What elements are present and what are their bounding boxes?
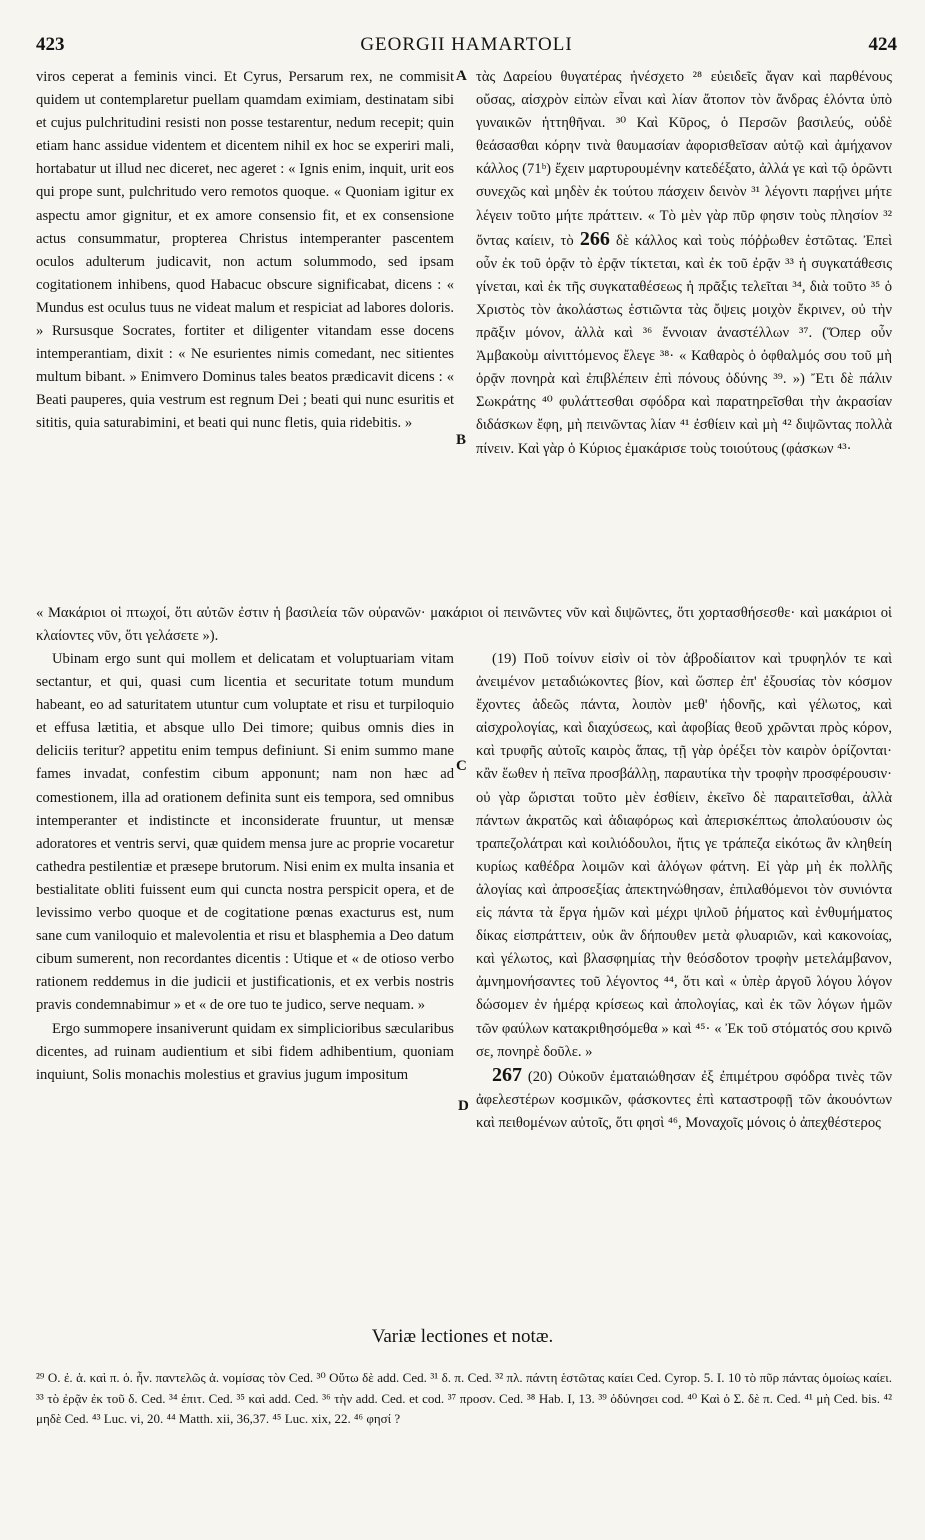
greek-paragraph: [476, 66, 892, 461]
marginal-number-267: 267: [492, 1063, 522, 1086]
running-title: GEORGII HAMARTOLI: [360, 34, 573, 55]
greek-column-top: [476, 66, 892, 461]
margin-marker-c: C: [456, 758, 467, 774]
page-number-left: 423: [36, 34, 65, 55]
notes-body: ²⁹ Ο. ἐ. ἀ. καὶ π. ὁ. ἦν. παντελῶς ἀ. νομίσας τὸν Ced. ³⁰ Οὕτω δὲ add. Ced. ³¹ δ. π. Ced. ³² πλ. πάντη ἑστῶτας καίει Ced. Cyrop. 5. I. 10 τὸ πῦρ πάντας ὁμοίως καίει. ³³ τὸ ἐρᾷν ἐκ τοῦ δ. Ced. ³⁴ ἐπιτ. Ced. ³⁵ καὶ add. Ced. ³⁶ τὴν add. Ced. et cod. ³⁷ προσν. Ced. ³⁸ Hab. I, 13. ³⁹ ὀδύνησει cod. ⁴⁰ Καὶ ὁ Σ. δὲ π. Ced. ⁴¹ μὴ Ced. bis. ⁴² μηδὲ Ced. ⁴³ Luc. vi, 20. ⁴⁴ Matth. xii, 36,37. ⁴⁵ Luc. xix, 22. ⁴⁶ φησί ?: [36, 1370, 892, 1426]
margin-marker-d: D: [458, 1098, 469, 1114]
margin-marker-a: A: [456, 68, 467, 84]
greek-text: δὲ κάλλος καὶ τοὺς πόῤῥωθεν ἑστῶτας. Ἐπεὶ οὖν ἐκ τοῦ ὁρᾷν τὸ ἐρᾷν τίκτεται, καὶ ἐκ τοῦ ἐρᾷν ³³ ἡ συγκατάθεσις γίνεται, καὶ ἐκ τῆς συγκαταθέσεως ἡ πρᾶξις τελεῖται ³⁴, διὰ τοῦτο ³⁵ ὁ Χριστὸς τὸν ἀκολάστως ἑστιῶντα τὰς ὄψεις μοιχὸν ἔκρινεν, οὐ τὴν πρᾶξιν μόνον, ἀλλὰ καὶ ³⁶ ἔννοιαν ἀναστέλλων ³⁷. (Ὅπερ οὖν Ἀμβακοὺμ αἰνιττόμενος ἔλεγε ³⁸· « Καθαρὸς ὁ ὀφθαλμός σου τοῦ μὴ ὁρᾷν πονηρὰ καὶ ἐπιβλέπειν ἐπὶ πόνους ὀδύνης ³⁹. ») Ἔτι δὲ πάλιν Σωκράτης ⁴⁰ φυλάττεσθαι σφόδρα καὶ παρατηρεῖσθαι τὴν ἀκρασίαν διδάσκων ἔφη, μὴ πεινῶντας λίαν ⁴¹ ἐσθίειν καὶ μὴ ⁴² διψῶντας πολλὰ πίνειν. Καὶ γὰρ ὁ Κύριος ἐμακάρισε τοὺς τοιούτους (φάσκων ⁴³·: [476, 232, 892, 457]
page-number-right: 424: [868, 34, 897, 55]
latin-paragraph: Ergo summopere insaniverunt quidam ex simplicioribus sæcularibus dicentes, ad ruinam audientium et sibi fidem adhibentium, quoniam inquiunt, Solis monachis molestius et gravius jugum impositum: [36, 1020, 454, 1083]
latin-column-bottom: [36, 648, 454, 1087]
margin-marker-b: B: [456, 432, 467, 448]
latin-paragraph: viros ceperat a feminis vinci. Et Cyrus, Persarum rex, ne commisit quidem ut contemplaretur puellam quamdam eximiam, destinatam sibi et cujus pulchritudini resisti non posse testarentur, nedum recepit; quin etiam hanc assidue videntem et dicentem nihil ex hoc se experiri mali, hortabatur ut illud nec diceret, nec ageret : « Ignis enim, inquit, urit eos qui prope sunt, pulchritudo vero remotos quoque. « Quoniam igitur ex aspectu amor gignitur, et ex amore consensio fit, et ex consensione actus consummatur, propterea Christus intemperanter pascentem oculos adulterum judicavit, non actum solummodo, sed ipsam cogitationem inhibens, quod Habacuc obscure significabat, dicens : « Mundus est oculus tuus ne videat malum et respiciat ad labores doloris. » Rursusque Socrates, fortiter et diligenter vitandam esse docens intemperantiam, dixit : « Ne esurientes nimis comedant, nec sitientes multum bibant. » Enimvero Dominus tales beatos prædicavit dicens : « Beati pauperes, quia vestrum est regnum Dei ; beati qui nunc esuritis et sititis, quia saturabimini, et beati qui nunc fletis, quia ridebitis. »: [36, 69, 454, 432]
greek-paragraph: (19) Ποῦ τοίνυν εἰσὶν οἱ τὸν ἁβροδίαιτον καὶ τρυφηλόν τε καὶ ἀνειμένον μεταδιώκοντες βίον, καὶ ὥσπερ ἐπ' ἐξουσίας τὸν κόσμον ἔχοντες ἀδεῶς πάντα, λοιπὸν μεθ' ἡδονῆς, καὶ γέλωτος, καὶ αἰσχρολογίας, καὶ διαχύσεως, καὶ ἀφοβίας θεοῦ χρῶνται πρὸς κόρον, καὶ τρυφῆς αὐτοῖς καιρὸς ἅπας, τῇ γὰρ ὀρέξει τὸν καιρὸν ὁρίζονται· κἂν ἕωθεν ἡ πεῖνα προσβάλλῃ, παραυτίκα τὴν τροφὴν προσφέρουσιν· οὐ γὰρ ὥρισται τοῦτο μὲν ἐσθίειν, ἐκεῖνο δὲ παραιτεῖσθαι, ἀλλὰ πάντων ἀκρατῶς καὶ ἀδιαφόρως καὶ ἀπερισκέπτως ἀπολαύουσιν ὡς τραπεζολάτραι καὶ κοιλιόδουλοι, ἥτις γε τράπεζα εἰκότως ἂν κληθείη κυρίως καθέδρα λοιμῶν καὶ ἀλόγων φάτνη. Εἰ γὰρ μὴ ἐκ πολλῆς ἀλογίας καὶ ἀπροσεξίας ἀπεκτηνώθησαν, ἐπιλαθόμενοι τὸν συνιόντα εἰς πάντα τὰ ἔργα ἡμῶν καὶ μέχρι ψιλοῦ ῥήματος καὶ ἐνθυμήματος δίκας εἰσπράττειν, οὐκ ἂν δήπουθεν μετὰ φλυαριῶν, καὶ κακονοίας, καὶ γέλωτος, καὶ βλασφημίας τὴν θεόσδοτον τροφὴν μετελάμβανον, ἀμνημονήσαντες τοῦ λέγοντος ⁴⁴, ὅτι καὶ « ὑπὲρ ἀργοῦ λόγου λόγον δώσομεν ἐν ἡμέρᾳ κρίσεως καὶ ἀπολογίας, καὶ ἐκ τῶν λόγων ἡμῶν τῶν φαύλων κατακριθησόμεθα » καὶ ⁴⁵· « Ἐκ τοῦ στόματός σου κρινῶ σε, πονηρὲ δοῦλε. »: [476, 651, 892, 1060]
greek-quote-spanning: « Μακάριοι οἱ πτωχοί, ὅτι αὐτῶν ἐστιν ἡ βασιλεία τῶν οὐρανῶν· μακάριοι οἱ πεινῶντες νῦν καὶ διψῶντες, ὅτι χορτασθήσεσθε· καὶ μακάριοι οἱ κλαίοντες νῦν, ὅτι γελάσετε »).: [36, 605, 892, 645]
greek-paragraph: [476, 1064, 892, 1135]
latin-paragraph: Ubinam ergo sunt qui mollem et delicatam et voluptuariam vitam sectantur, et qui, quasi cum licentia et securitate totum mundum habeant, eo ad saturitatem utuntur cum voluptate et risu et turpiloquio et effusa lætitia, et absque ullo Dei timore; quibus omnis dies in deliciis teritur? appetitu enim tempus definiunt. Si enim summo mane fames invadat, confestim cibum apponunt; nam non hæc ad comestionem, illa ad orationem definita sunt eis tempora, sed omnibus intemperanter et indistincte et inconsiderate fruuntur, ut mensæ adoratores et ventris servi, quæ quidem mensa jure ac proprie vocaretur cathedra pestilentiæ et præsepe brutorum. Nisi enim ex multa insania et bestialitate obliti fuissent eum qui cuncta nostra perspicit opera, et de levissimo verbo quoque et de cogitatione pœnas exacturus est, num sane cum vaniloquio et malevolentia et risu et blasphemia a Deo datum cibum sumerent, non recordantes dicentis : Utique et « de otioso verbo rationem reddemus in die judicii et justificationis, et ex verbis nostris pravis condemnabimur » et « de ore tuo te judico, serve nequam. »: [36, 651, 454, 1014]
greek-text: τὰς Δαρείου θυγατέρας ἠνέσχετο ²⁸ εὐειδεῖς ἄγαν καὶ παρθένους οὔσας, αἰσχρὸν εἰπὼν εἶναι καὶ λίαν ἄτοπον τὸν ἄνδρας ἑλόντα ὑπὸ γυναικῶν ἡττηθῆναι. ³⁰ Καὶ Κῦρος, ὁ Περσῶν βασιλεύς, οὐδὲ θεάσασθαι κόρην τινὰ θαυμασίαν ἀφορισθεῖσαν αὐτῷ καὶ ἀμήχανον κάλλος (71ᵇ) ἔχειν μαρτυρουμένην κατεδέξατο, ἀλλά γε καὶ τῷ ὁρῶντι συνεχῶς καὶ μηδὲν ἐκ τούτου πάσχειν δεινὸν ³¹ λέγοντι παρῄνει μήτε λέγειν τοῦτο μήτε πράττειν. « Τὸ μὲν γὰρ πῦρ φησιν τοὺς πλησίον ³² ὄντας καίειν, τὸ: [476, 69, 892, 249]
latin-column-top: [36, 66, 454, 436]
notes-heading: Variæ lectiones et notæ.: [371, 1326, 554, 1347]
running-header: [36, 34, 897, 60]
marginal-number-266: 266: [579, 227, 610, 250]
greek-column-bottom: [476, 648, 892, 1135]
greek-text: (20) Οὐκοῦν ἐματαιώθησαν ἐξ ἐπιμέτρου σφόδρα τινὲς τῶν ἀφελεστέρων κοσμικῶν, φάσκοντες ἐπὶ καταστροφῇ τῶν ἀκουόντων καὶ πειθομένων αὐτοῖς, ὅτι φησὶ ⁴⁶, Μοναχοῖς μόνοις ὁ ἀπεχθέστερος: [476, 1068, 892, 1131]
